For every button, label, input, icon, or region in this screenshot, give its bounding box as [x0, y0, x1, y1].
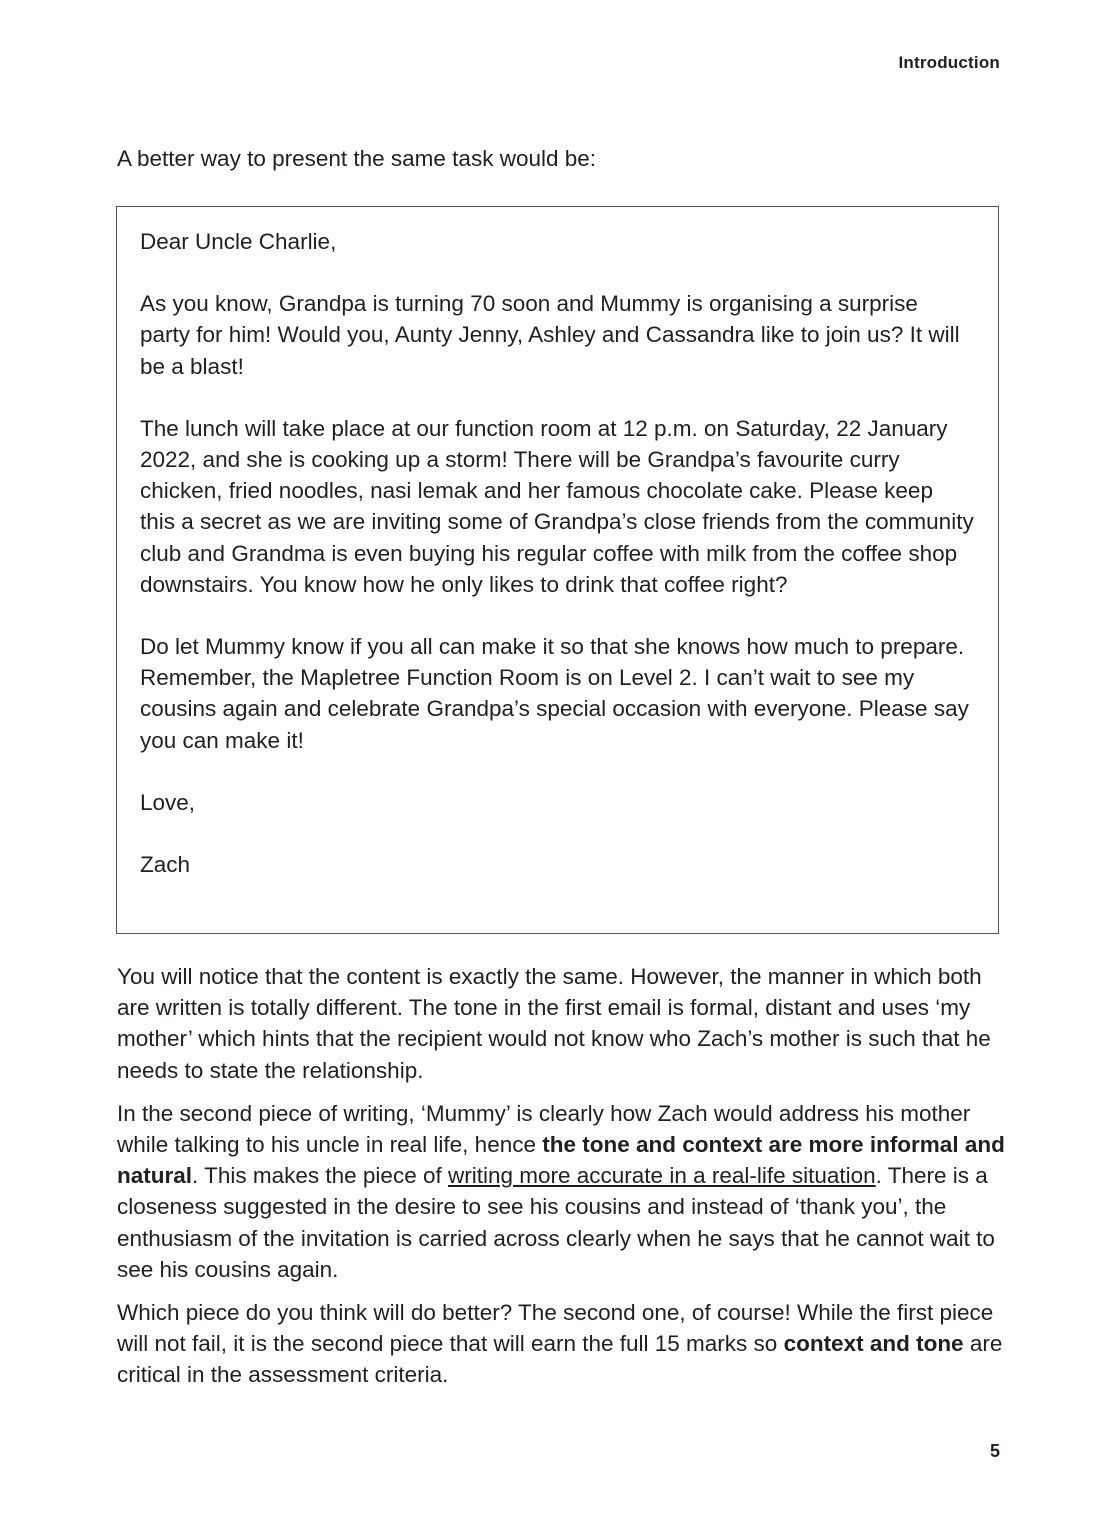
letter-paragraph-2: The lunch will take place at our function room at 12 p.m. on Saturday, 22 January 2022, and she is cooking up a storm! There will be Grandpa’s favourite curry chicken, fried noodles, nasi lemak and her famous chocolate cake. Please keep this a secret as we are inviting some of Grandpa’s close friends from the community club and Grandma is even buying his regular coffee with milk from the coffee shop downstairs. You know how he only likes to drink that coffee right? — [140, 415, 974, 597]
body-paragraph-3 — [117, 1297, 1005, 1391]
body-p2-text-c: . There is a closeness suggested in the desire to see his cousins and instead of ‘thank you’, the enthusiasm of the invitation is carried across clearly when he says that he cannot wait to see his cousins again. — [117, 1163, 995, 1282]
letter-paragraph-1: As you know, Grandpa is turning 70 soon and Mummy is organising a surprise party for him! Would you, Aunty Jenny, Ashley and Cassandra like to join us? It will be a blast! — [140, 291, 960, 379]
body-p2-text-a: In the second piece of writing, ‘Mummy’ is clearly how Zach would address his mother while talking to his uncle in real life, hence — [117, 1100, 971, 1158]
page-number: 5 — [989, 1441, 1000, 1461]
body-text — [117, 961, 1005, 1403]
body-p2-bold: the tone and context are more informal and natural — [117, 1132, 1005, 1189]
letter-paragraph-3: Do let Mummy know if you all can make it so that she knows how much to prepare. Remember, the Mapletree Function Room is on Level 2. I can’t wait to see my cousins again and celebrate Grandpa’s special occasion with everyone. Please say you can make it! — [140, 634, 969, 753]
letter-box — [116, 206, 999, 934]
body-p3-bold: context and tone — [783, 1331, 964, 1357]
body-p2-text-b: . This makes the piece of — [192, 1163, 448, 1189]
intro-line: A better way to present the same task would be: — [117, 146, 597, 171]
body-p3-text-a: Which piece do you think will do better? The second one, of course! While the first piece will not fail, it is the second piece that will earn the full 15 marks so — [117, 1300, 994, 1357]
running-head: Introduction — [898, 53, 1000, 72]
body-p3-text-b: are critical in the assessment criteria. — [117, 1331, 1003, 1388]
letter-signature: Zach — [140, 852, 191, 878]
body-paragraph-1: You will notice that the content is exactly the same. However, the manner in which both are written is totally different. The tone in the first email is formal, distant and uses ‘my mother’ which hints that the recipient would not know who Zach’s mother is such that he needs to state the relationship. — [117, 964, 991, 1083]
letter-salutation: Dear Uncle Charlie, — [140, 229, 337, 254]
body-paragraph-2 — [117, 1098, 1005, 1285]
letter-closing: Love, — [140, 789, 196, 815]
body-p2-underline: writing more accurate in a real-life situation — [447, 1163, 876, 1189]
